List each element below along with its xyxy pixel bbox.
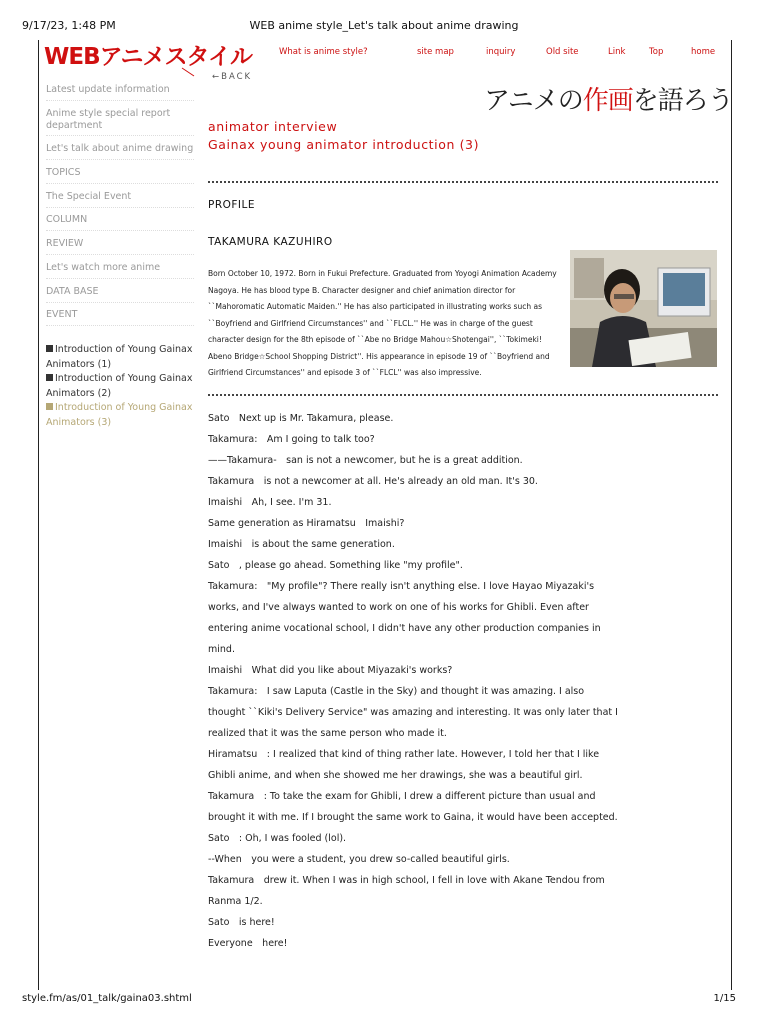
- interview-line-1: animator interview: [208, 119, 338, 134]
- sidebar-item-review[interactable]: REVIEW: [46, 238, 84, 249]
- dialogue-line: Everyone here!: [208, 938, 288, 949]
- dialogue-line: Hiramatsu : I realized that kind of thing rather late. However, I told her that I like Ghibli anime, and when she showed me her drawings, she was a beautiful girl.: [208, 749, 600, 781]
- sidebar-divider: [46, 325, 194, 326]
- print-page-number: 1/15: [713, 993, 736, 1004]
- right-border-line: [731, 40, 732, 990]
- sidebar-divider: [46, 278, 194, 279]
- sidebar-item-special-report[interactable]: Anime style special report department: [46, 108, 171, 131]
- square-bullet-icon: [46, 345, 53, 352]
- name-heading: TAKAMURA KAZUHIRO: [208, 236, 333, 248]
- back-link[interactable]: ←BACK: [212, 72, 253, 82]
- sidebar-divider: [46, 183, 194, 184]
- sidebar-divider: [46, 207, 194, 208]
- dialogue-line: Same generation as Hiramatsu Imaishi?: [208, 518, 405, 529]
- hero-title: [484, 80, 733, 117]
- dotted-divider: [208, 394, 718, 396]
- site-logo-text: WEBアニメスタイル: [44, 44, 253, 70]
- hero-title-post: を語ろう: [632, 86, 733, 116]
- dialogue-line: Takamura is not a newcomer at all. He's already an old man. It's 30.: [208, 476, 538, 487]
- sidebar-item-anime-drawing[interactable]: Let's talk about anime drawing: [46, 143, 194, 154]
- nav-home[interactable]: home: [691, 47, 716, 57]
- sidebar-item-watch-more-anime[interactable]: Let's watch more anime: [46, 262, 161, 273]
- interview-line-2: Gainax young animator introduction (3): [208, 137, 480, 152]
- sidebar-item-latest-update[interactable]: Latest update information: [46, 84, 170, 95]
- sidebar-divider: [46, 302, 194, 303]
- sidebar-subnav: [46, 343, 196, 430]
- sidebar-item-event[interactable]: EVENT: [46, 309, 78, 320]
- interview-title: [208, 118, 479, 154]
- sidebar-divider: [46, 159, 194, 160]
- dialogue-line: Imaishi is about the same generation.: [208, 539, 395, 550]
- sidebar-item-column[interactable]: COLUMN: [46, 214, 88, 225]
- sidebar-divider: [46, 100, 194, 101]
- subnav-item-gainax-3[interactable]: [46, 401, 196, 430]
- dialogue-line: Imaishi Ah, I see. I'm 31.: [208, 497, 332, 508]
- sidebar-item-special-event[interactable]: The Special Event: [46, 191, 132, 202]
- sidebar-item-data-base[interactable]: DATA BASE: [46, 286, 99, 297]
- left-border-line: [38, 40, 39, 990]
- square-bullet-icon: [46, 403, 53, 410]
- profile-heading: PROFILE: [208, 199, 256, 211]
- sidebar-divider: [46, 254, 194, 255]
- dialogue-line: Sato : Oh, I was fooled (lol).: [208, 833, 347, 844]
- top-nav: [240, 47, 730, 61]
- sidebar-divider: [46, 230, 194, 231]
- dialogue-line: Takamura: Am I going to talk too?: [208, 434, 375, 445]
- hero-title-red: 作画: [582, 86, 633, 116]
- site-logo[interactable]: [44, 38, 253, 72]
- dialogue-line: Sato , please go ahead. Something like "my profile".: [208, 560, 463, 571]
- nav-link[interactable]: Link: [608, 47, 626, 57]
- dialogue-line: Sato is here!: [208, 917, 275, 928]
- dialogue-line: Takamura: I saw Laputa (Castle in the Sky) and thought it was amazing. I also thought ``Kiki's Delivery Service" was amazing and interesting. It was only later that I realized that it was the same person who made it.: [208, 686, 618, 739]
- dialogue-line: --When you were a student, you drew so-called beautiful girls.: [208, 854, 510, 865]
- print-date: 9/17/23, 1:48 PM: [22, 19, 116, 32]
- sidebar-divider: [46, 135, 194, 136]
- print-header: [0, 0, 768, 34]
- dotted-divider: [208, 181, 718, 183]
- nav-top[interactable]: Top: [649, 47, 664, 57]
- dialogue-line: Takamura : To take the exam for Ghibli, I drew a different picture than usual and brought it with me. If I brought the same work to Gaina, it would have been accepted.: [208, 791, 618, 823]
- interview-dialogue: [208, 408, 618, 954]
- nav-what-is-anime-style[interactable]: What is anime style?: [279, 47, 368, 57]
- nav-old-site[interactable]: Old site: [546, 47, 579, 57]
- dialogue-line: Takamura: "My profile"? There really isn't anything else. I love Hayao Miyazaki's works, and I've always wanted to work on one of his works for Ghibli. Even after entering anime vocational school, I didn't have any other production companies in mind.: [208, 581, 601, 655]
- square-bullet-icon: [46, 374, 53, 381]
- subnav-item-label: Introduction of Young Gainax Animators (3): [46, 402, 193, 428]
- nav-inquiry[interactable]: inquiry: [486, 47, 516, 57]
- profile-bio: Born October 10, 1972. Born in Fukui Prefecture. Graduated from Yoyogi Animation Academy Nagoya. He has blood type B. Character designer and chief animation director for ``Mahoromatic Automatic Maiden.'' He has also participated in illustrating works such as ``Boyfriend and Girlfriend Circumstances'' and ``FLCL.'' He was in charge of the guest character design for the 8th episode of ``Abe no Bridge Mahou☆Shotengai'', ``Tokimeki! Abeno Bridge☆School Shopping District''. His appearance in episode 19 of ``Boyfriend and Girlfriend Circumstances'' and episode 3 of ``FLCL'' was also impressive.: [208, 269, 557, 377]
- profile-photo-image: [570, 250, 717, 367]
- hero-title-pre: アニメの: [484, 86, 583, 116]
- dialogue-line: Imaishi What did you like about Miyazaki's works?: [208, 665, 453, 676]
- subnav-item-gainax-1[interactable]: [46, 343, 196, 372]
- sidebar-item-topics[interactable]: TOPICS: [46, 167, 81, 178]
- print-url: style.fm/as/01_talk/gaina03.shtml: [22, 993, 192, 1004]
- dialogue-line: ——Takamura- san is not a newcomer, but he is a great addition.: [208, 455, 523, 466]
- subnav-item-label: Introduction of Young Gainax Animators (1): [46, 344, 193, 370]
- dialogue-line: Takamura drew it. When I was in high school, I fell in love with Akane Tendou from Ranma 1/2.: [208, 875, 605, 907]
- print-title: WEB anime style_Let's talk about anime drawing: [249, 19, 519, 32]
- logo-flourish-icon: [44, 38, 240, 78]
- subnav-item-gainax-2[interactable]: [46, 372, 196, 401]
- nav-site-map[interactable]: site map: [417, 47, 454, 57]
- subnav-item-label: Introduction of Young Gainax Animators (2): [46, 373, 193, 399]
- profile-photo: [570, 250, 717, 367]
- dialogue-line: Sato Next up is Mr. Takamura, please.: [208, 413, 394, 424]
